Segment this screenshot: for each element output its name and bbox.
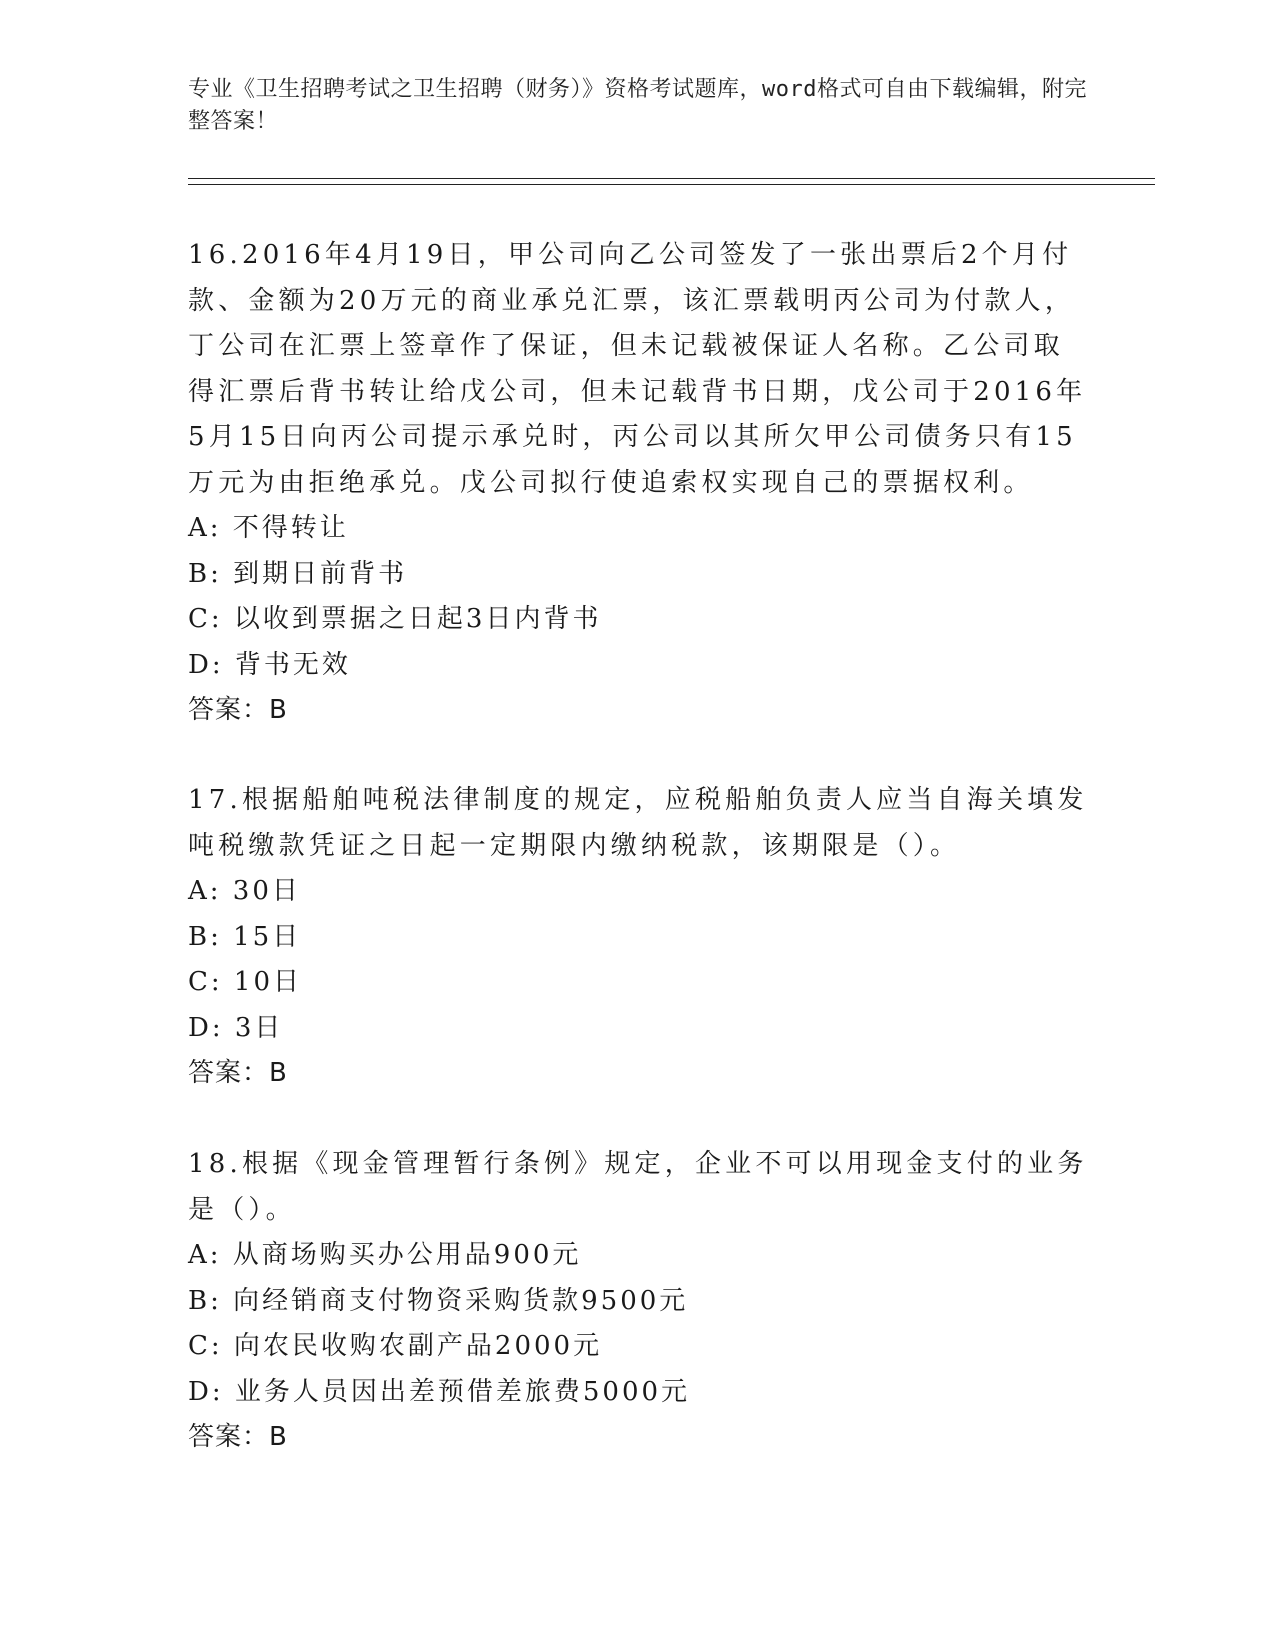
option-c: C: 向农民收购农副产品2000元 bbox=[188, 1331, 603, 1361]
option-b: B: 向经销商支付物资采购货款9500元 bbox=[188, 1285, 689, 1316]
question-stem: 16.2016年4月19日，甲公司向乙公司签发了一张出票后2个月付款、金额为20万元的商业承兑汇票，该汇票载明丙公司为付款人，丁公司在汇票上签章作了保证，但未记载被保证人名称。乙公司取得汇票后背书转让给戊公司，但未记载背书日期，戊公司于2016年5月15日向丙公司提示承兑时，丙公司以其所欠甲公司债务只有15万元为由拒绝承兑。戊公司拟行使追索权实现自己的票据权利。 bbox=[188, 240, 1087, 498]
question-17 bbox=[188, 778, 1088, 1097]
option-a: A: 不得转让 bbox=[188, 513, 349, 543]
option-b: B: 15日 bbox=[188, 921, 302, 952]
option-a: A: 从商场购买办公用品900元 bbox=[188, 1240, 582, 1270]
option-a: A: 30日 bbox=[188, 876, 301, 906]
answer: 答案：B bbox=[188, 1422, 288, 1452]
question-stem: 18.根据《现金管理暂行条例》规定，企业不可以用现金支付的业务是（）。 bbox=[188, 1149, 1088, 1225]
question-stem: 17.根据船舶吨税法律制度的规定，应税船舶负责人应当自海关填发吨税缴款凭证之日起一定期限内缴纳税款，该期限是（）。 bbox=[188, 785, 1088, 861]
answer: 答案：B bbox=[188, 1058, 288, 1088]
question-16 bbox=[188, 233, 1088, 734]
option-d: D: 业务人员因出差预借差旅费5000元 bbox=[188, 1376, 691, 1407]
option-d: D: 背书无效 bbox=[188, 649, 351, 680]
header-divider bbox=[188, 178, 1155, 185]
option-d: D: 3日 bbox=[188, 1012, 284, 1043]
option-c: C: 10日 bbox=[188, 967, 303, 997]
option-b: B: 到期日前背书 bbox=[188, 558, 408, 589]
question-18 bbox=[188, 1142, 1088, 1461]
document-header: 专业《卫生招聘考试之卫生招聘（财务）》资格考试题库，word格式可自由下载编辑，附完整答案！ bbox=[188, 77, 1087, 134]
answer: 答案：B bbox=[188, 695, 288, 725]
option-c: C: 以收到票据之日起3日内背书 bbox=[188, 604, 602, 634]
